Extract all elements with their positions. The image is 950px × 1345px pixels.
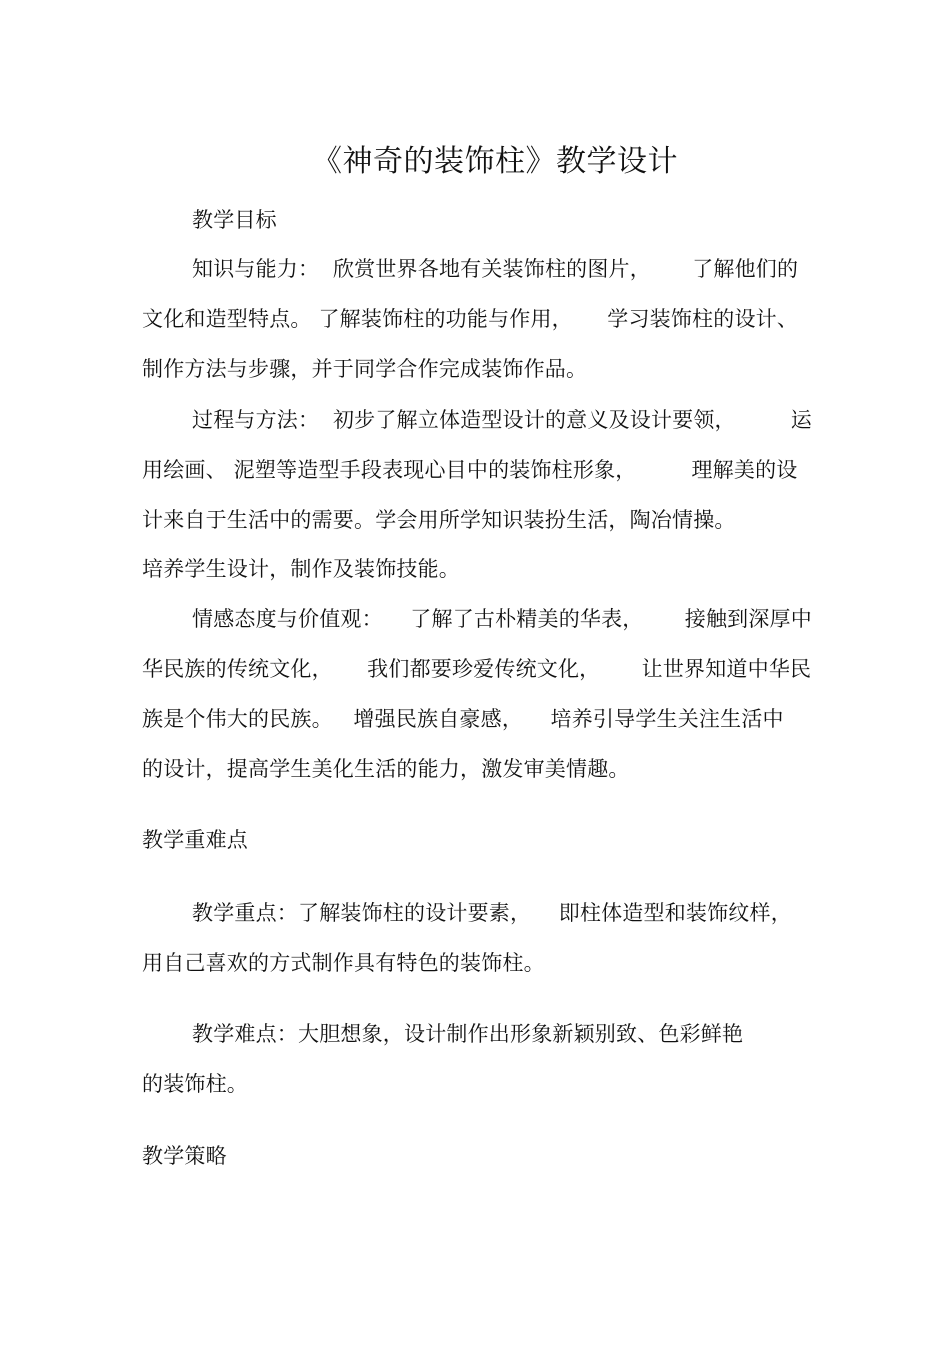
heading-teaching-goals: 教学目标	[192, 208, 277, 232]
paragraph-line: 用绘画、 泥塑等造型手段表现心目中的装饰柱形象， 理解美的设	[142, 458, 798, 482]
paragraph-line: 制作方法与步骤，并于同学合作完成装饰作品。	[142, 357, 588, 381]
paragraph-line: 情感态度与价值观： 了解了古朴精美的华表， 接触到深厚中	[192, 607, 812, 631]
paragraph-line: 文化和造型特点。 了解装饰柱的功能与作用， 学习装饰柱的设计、	[142, 307, 799, 331]
paragraph-line: 教学重点：了解装饰柱的设计要素， 即柱体造型和装饰纹样，	[192, 901, 792, 925]
heading-key-difficulties: 教学重难点	[142, 828, 248, 852]
paragraph-line: 知识与能力： 欣赏世界各地有关装饰柱的图片， 了解他们的	[192, 257, 799, 281]
paragraph-line: 教学难点：大胆想象，设计制作出形象新颖别致、色彩鲜艳	[192, 1022, 744, 1046]
paragraph-line: 用自己喜欢的方式制作具有特色的装饰柱。	[142, 951, 545, 975]
paragraph-line: 的装饰柱。	[142, 1072, 248, 1096]
paragraph-line: 计来自于生活中的需要。学会用所学知识装扮生活，陶冶情操。	[142, 508, 736, 532]
paragraph-line: 过程与方法： 初步了解立体造型设计的意义及设计要领， 运	[192, 408, 812, 432]
paragraph-line: 华民族的传统文化， 我们都要珍爱传统文化， 让世界知道中华民	[142, 657, 812, 681]
paragraph-line: 的设计，提高学生美化生活的能力，激发审美情趣。	[142, 757, 630, 781]
paragraph-line: 族是个伟大的民族。 增强民族自豪感， 培养引导学生关注生活中	[142, 707, 784, 731]
heading-teaching-strategy: 教学策略	[142, 1144, 227, 1168]
paragraph-line: 培养学生设计，制作及装饰技能。	[142, 557, 460, 581]
document-title: 《神奇的装饰柱》教学设计	[312, 144, 678, 179]
